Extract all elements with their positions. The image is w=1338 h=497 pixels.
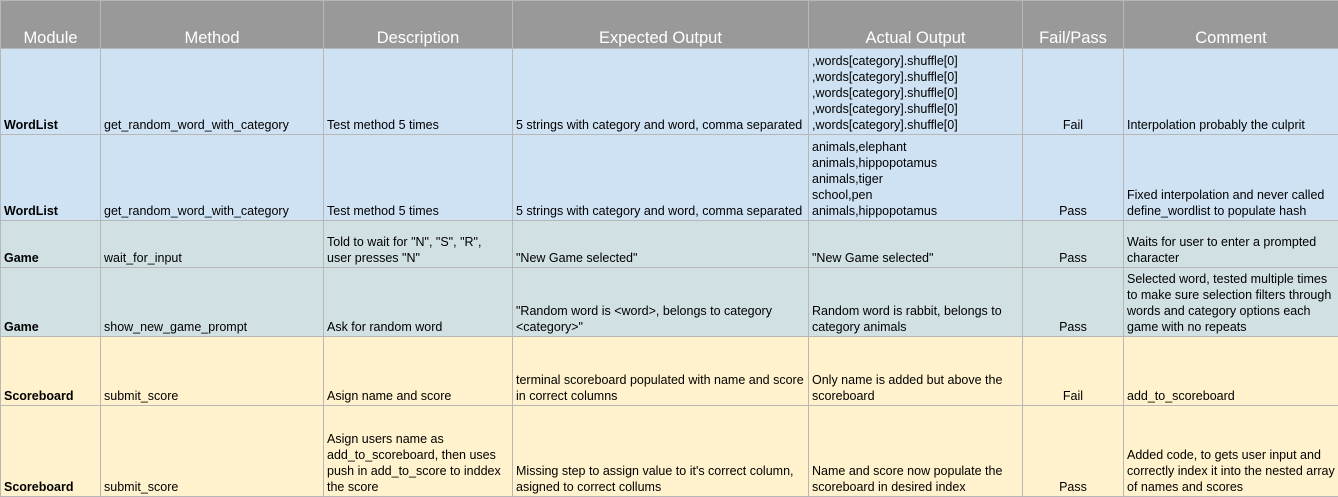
- comment-cell[interactable]: Added code, to gets user input and correctly index it into the nested array of names and scores: [1124, 406, 1338, 497]
- module-cell[interactable]: Scoreboard: [1, 406, 101, 497]
- comment-cell[interactable]: Waits for user to enter a prompted character: [1124, 221, 1338, 268]
- module-cell[interactable]: Game: [1, 221, 101, 268]
- result-cell[interactable]: Pass: [1023, 135, 1124, 221]
- comment-cell[interactable]: add_to_scoreboard: [1124, 337, 1338, 406]
- actual-output-cell[interactable]: Random word is rabbit, belongs to category animals: [809, 268, 1023, 337]
- module-cell[interactable]: Game: [1, 268, 101, 337]
- expected-output-cell[interactable]: Missing step to assign value to it's correct column, asigned to correct collums: [513, 406, 809, 497]
- result-cell[interactable]: Fail: [1023, 49, 1124, 135]
- expected-output-cell[interactable]: 5 strings with category and word, comma separated: [513, 135, 809, 221]
- actual-output-cell[interactable]: "New Game selected": [809, 221, 1023, 268]
- description-cell[interactable]: Ask for random word: [324, 268, 513, 337]
- comment-cell[interactable]: Selected word, tested multiple times to make sure selection filters through words and category options each game with no repeats: [1124, 268, 1338, 337]
- comment-cell[interactable]: Interpolation probably the culprit: [1124, 49, 1338, 135]
- table-row: [1, 49, 1338, 135]
- method-cell[interactable]: wait_for_input: [101, 221, 324, 268]
- header-comment[interactable]: Comment: [1124, 1, 1338, 49]
- header-actual-output[interactable]: Actual Output: [809, 1, 1023, 49]
- expected-output-cell[interactable]: "New Game selected": [513, 221, 809, 268]
- expected-output-cell[interactable]: "Random word is <word>, belongs to category <category>": [513, 268, 809, 337]
- description-cell[interactable]: Asign users name as add_to_scoreboard, then uses push in add_to_score to inddex the score: [324, 406, 513, 497]
- table-row: [1, 221, 1338, 268]
- table-row: [1, 406, 1338, 497]
- description-cell[interactable]: Told to wait for "N", "S", "R", user presses "N": [324, 221, 513, 268]
- module-cell[interactable]: WordList: [1, 135, 101, 221]
- expected-output-cell[interactable]: 5 strings with category and word, comma separated: [513, 49, 809, 135]
- description-cell[interactable]: Asign name and score: [324, 337, 513, 406]
- method-cell[interactable]: submit_score: [101, 337, 324, 406]
- result-cell[interactable]: Fail: [1023, 337, 1124, 406]
- module-cell[interactable]: WordList: [1, 49, 101, 135]
- actual-output-cell[interactable]: animals,elephant animals,hippopotamus animals,tiger school,pen animals,hippopotamus: [809, 135, 1023, 221]
- module-cell[interactable]: Scoreboard: [1, 337, 101, 406]
- method-cell[interactable]: show_new_game_prompt: [101, 268, 324, 337]
- header-expected-output[interactable]: Expected Output: [513, 1, 809, 49]
- method-cell[interactable]: get_random_word_with_category: [101, 135, 324, 221]
- table-row: [1, 268, 1338, 337]
- description-cell[interactable]: Test method 5 times: [324, 135, 513, 221]
- expected-output-cell[interactable]: terminal scoreboard populated with name and score in correct columns: [513, 337, 809, 406]
- result-cell[interactable]: Pass: [1023, 406, 1124, 497]
- method-cell[interactable]: get_random_word_with_category: [101, 49, 324, 135]
- header-description[interactable]: Description: [324, 1, 513, 49]
- actual-output-cell[interactable]: Only name is added but above the scoreboard: [809, 337, 1023, 406]
- header-module[interactable]: Module: [1, 1, 101, 49]
- result-cell[interactable]: Pass: [1023, 221, 1124, 268]
- method-cell[interactable]: submit_score: [101, 406, 324, 497]
- header-fail-pass[interactable]: Fail/Pass: [1023, 1, 1124, 49]
- actual-output-cell[interactable]: Name and score now populate the scoreboard in desired index: [809, 406, 1023, 497]
- table-row: [1, 135, 1338, 221]
- result-cell[interactable]: Pass: [1023, 268, 1124, 337]
- header-row: [1, 1, 1338, 49]
- comment-cell[interactable]: Fixed interpolation and never called define_wordlist to populate hash: [1124, 135, 1338, 221]
- table-row: [1, 337, 1338, 406]
- actual-output-cell[interactable]: ,words[category].shuffle[0] ,words[category].shuffle[0] ,words[category].shuffle[0] ,words[category].shuffle[0] ,words[category].shuffle[0]: [809, 49, 1023, 135]
- header-method[interactable]: Method: [101, 1, 324, 49]
- description-cell[interactable]: Test method 5 times: [324, 49, 513, 135]
